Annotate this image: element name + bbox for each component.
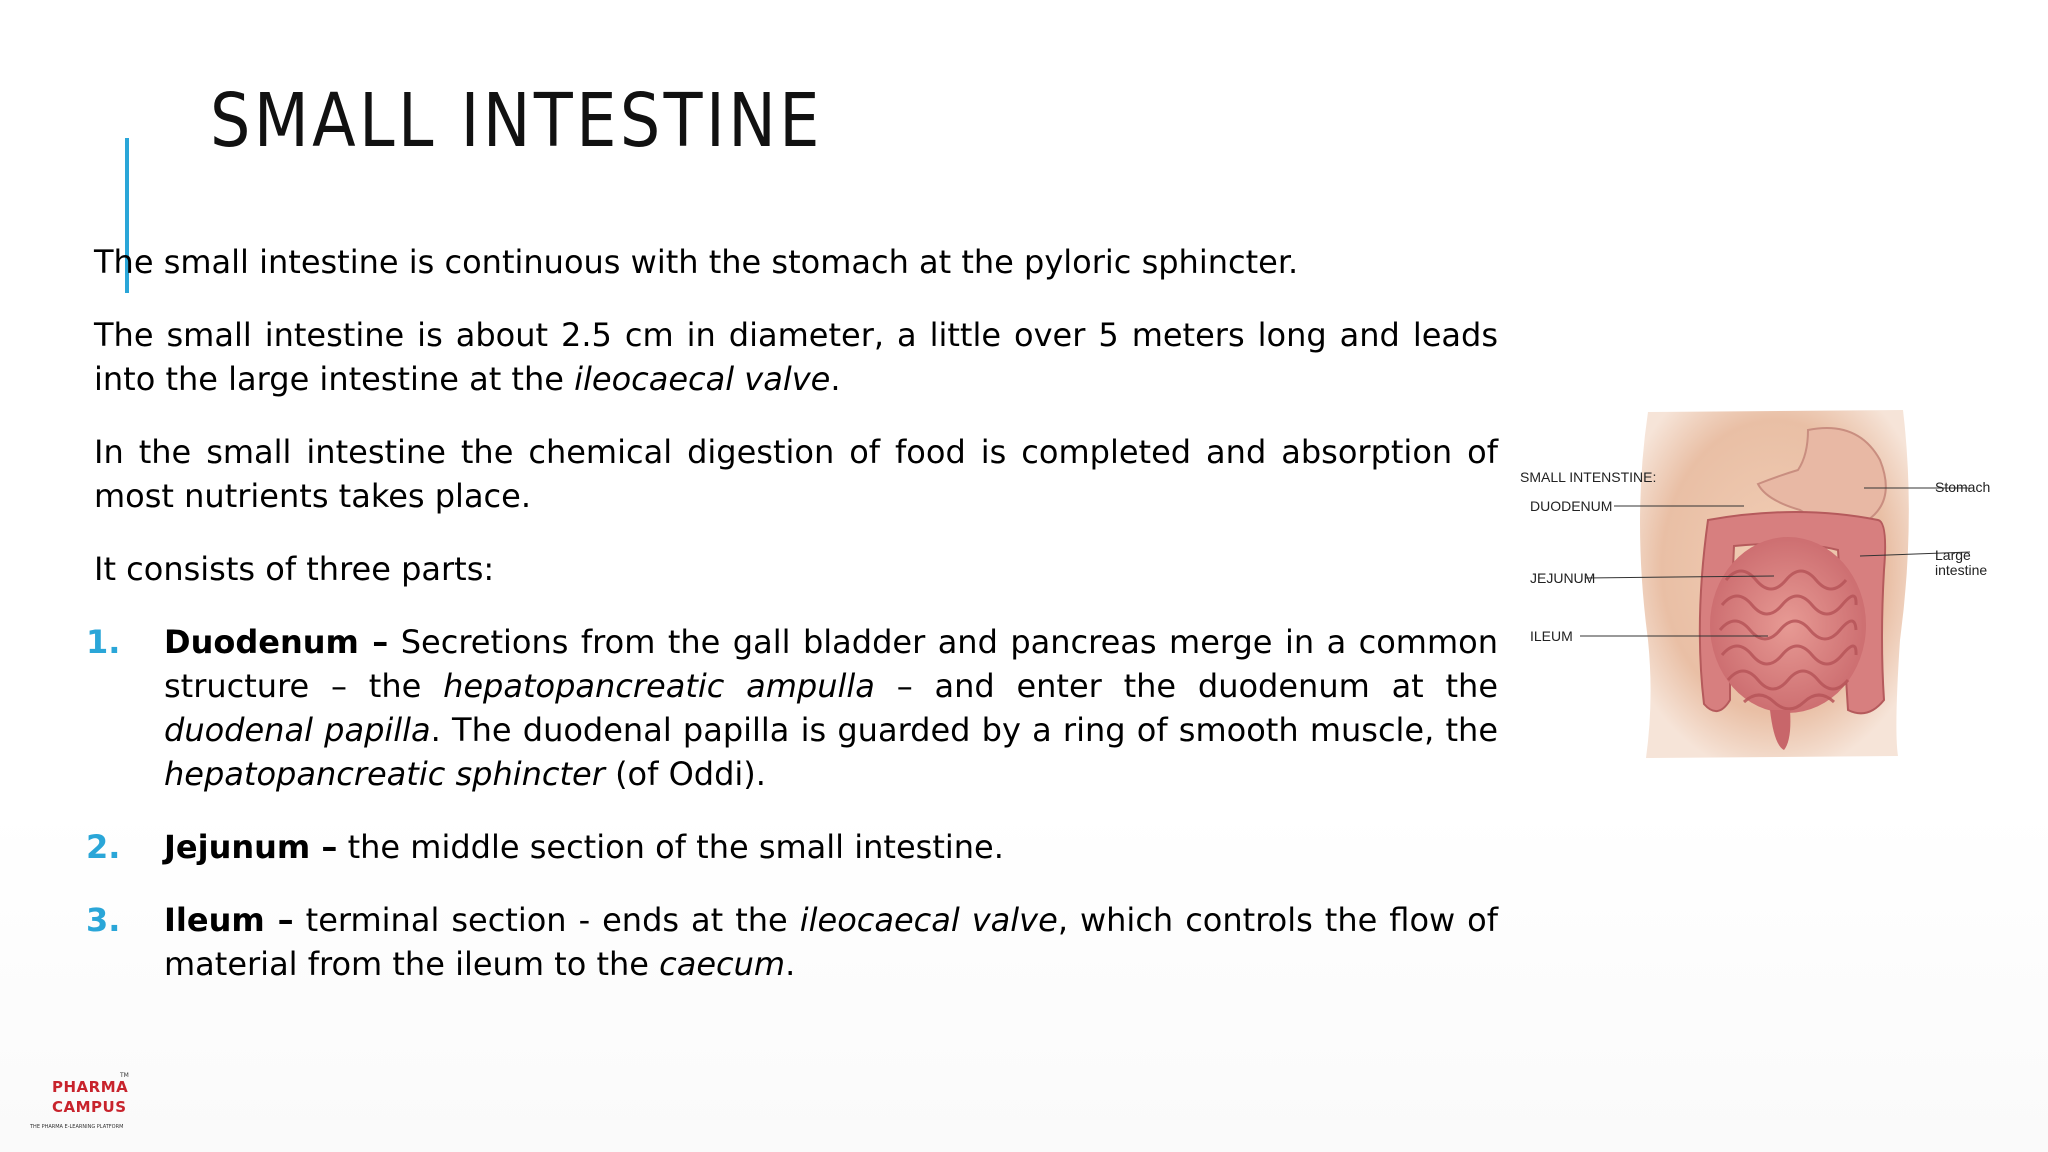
list-number: 1. [86, 623, 121, 661]
label-jejunum: JEJUNUM [1530, 570, 1596, 586]
term-jejunum: Jejunum – [164, 828, 338, 866]
pharma-campus-logo: PHARMA TM CAMPUS THE PHARMA E-LEARNING PLATFORM [30, 1072, 129, 1130]
parts-list [86, 620, 1499, 986]
list-item-duodenum: 1. Duodenum – Secretions from the gall bladder and pancreas merge in a common structure – the hepatopancreatic ampulla – and enter the duodenum at the duodenal papilla. The duodenal papilla is guarded by a ring of smooth muscle, the hepatopancreatic sphincter (of Oddi). [94, 620, 1498, 796]
label-ileum: ILEUM [1530, 628, 1573, 644]
label-stomach: Stomach [1935, 479, 1991, 495]
label-large-intestine-line2: intestine [1935, 562, 1988, 578]
label-large-intestine-line1: Large [1935, 547, 1971, 563]
list-item-jejunum: 2. Jejunum – the middle section of the small intestine. [94, 825, 1498, 869]
paragraph-4: It consists of three parts: [94, 550, 495, 588]
term-duodenum: Duodenum – [164, 623, 389, 661]
list-number: 2. [86, 828, 121, 866]
label-duodenum: DUODENUM [1530, 498, 1613, 514]
slide-body [86, 240, 1499, 1015]
small-intestine-diagram [1508, 400, 2028, 780]
abdomen-illustration [1508, 400, 2028, 780]
term-ileum: Ileum – [164, 901, 294, 939]
paragraph-3: In the small intestine the chemical digestion of food is completed and absorption of most nutrients takes place. [94, 433, 1498, 515]
paragraph-2: The small intestine is about 2.5 cm in diameter, a little over 5 meters long and leads into the large intestine at the ileocaecal valve. [94, 316, 1498, 398]
slide-title: SMALL INTESTINE [210, 78, 823, 164]
label-small-intestine: SMALL INTENSTINE: [1520, 469, 1657, 485]
list-number: 3. [86, 901, 121, 939]
list-item-ileum: 3. Ileum – terminal section - ends at the ileocaecal valve, which controls the flow of material from the ileum to the caecum. [94, 898, 1498, 986]
paragraph-1: The small intestine is continuous with the stomach at the pyloric sphincter. [94, 243, 1299, 281]
